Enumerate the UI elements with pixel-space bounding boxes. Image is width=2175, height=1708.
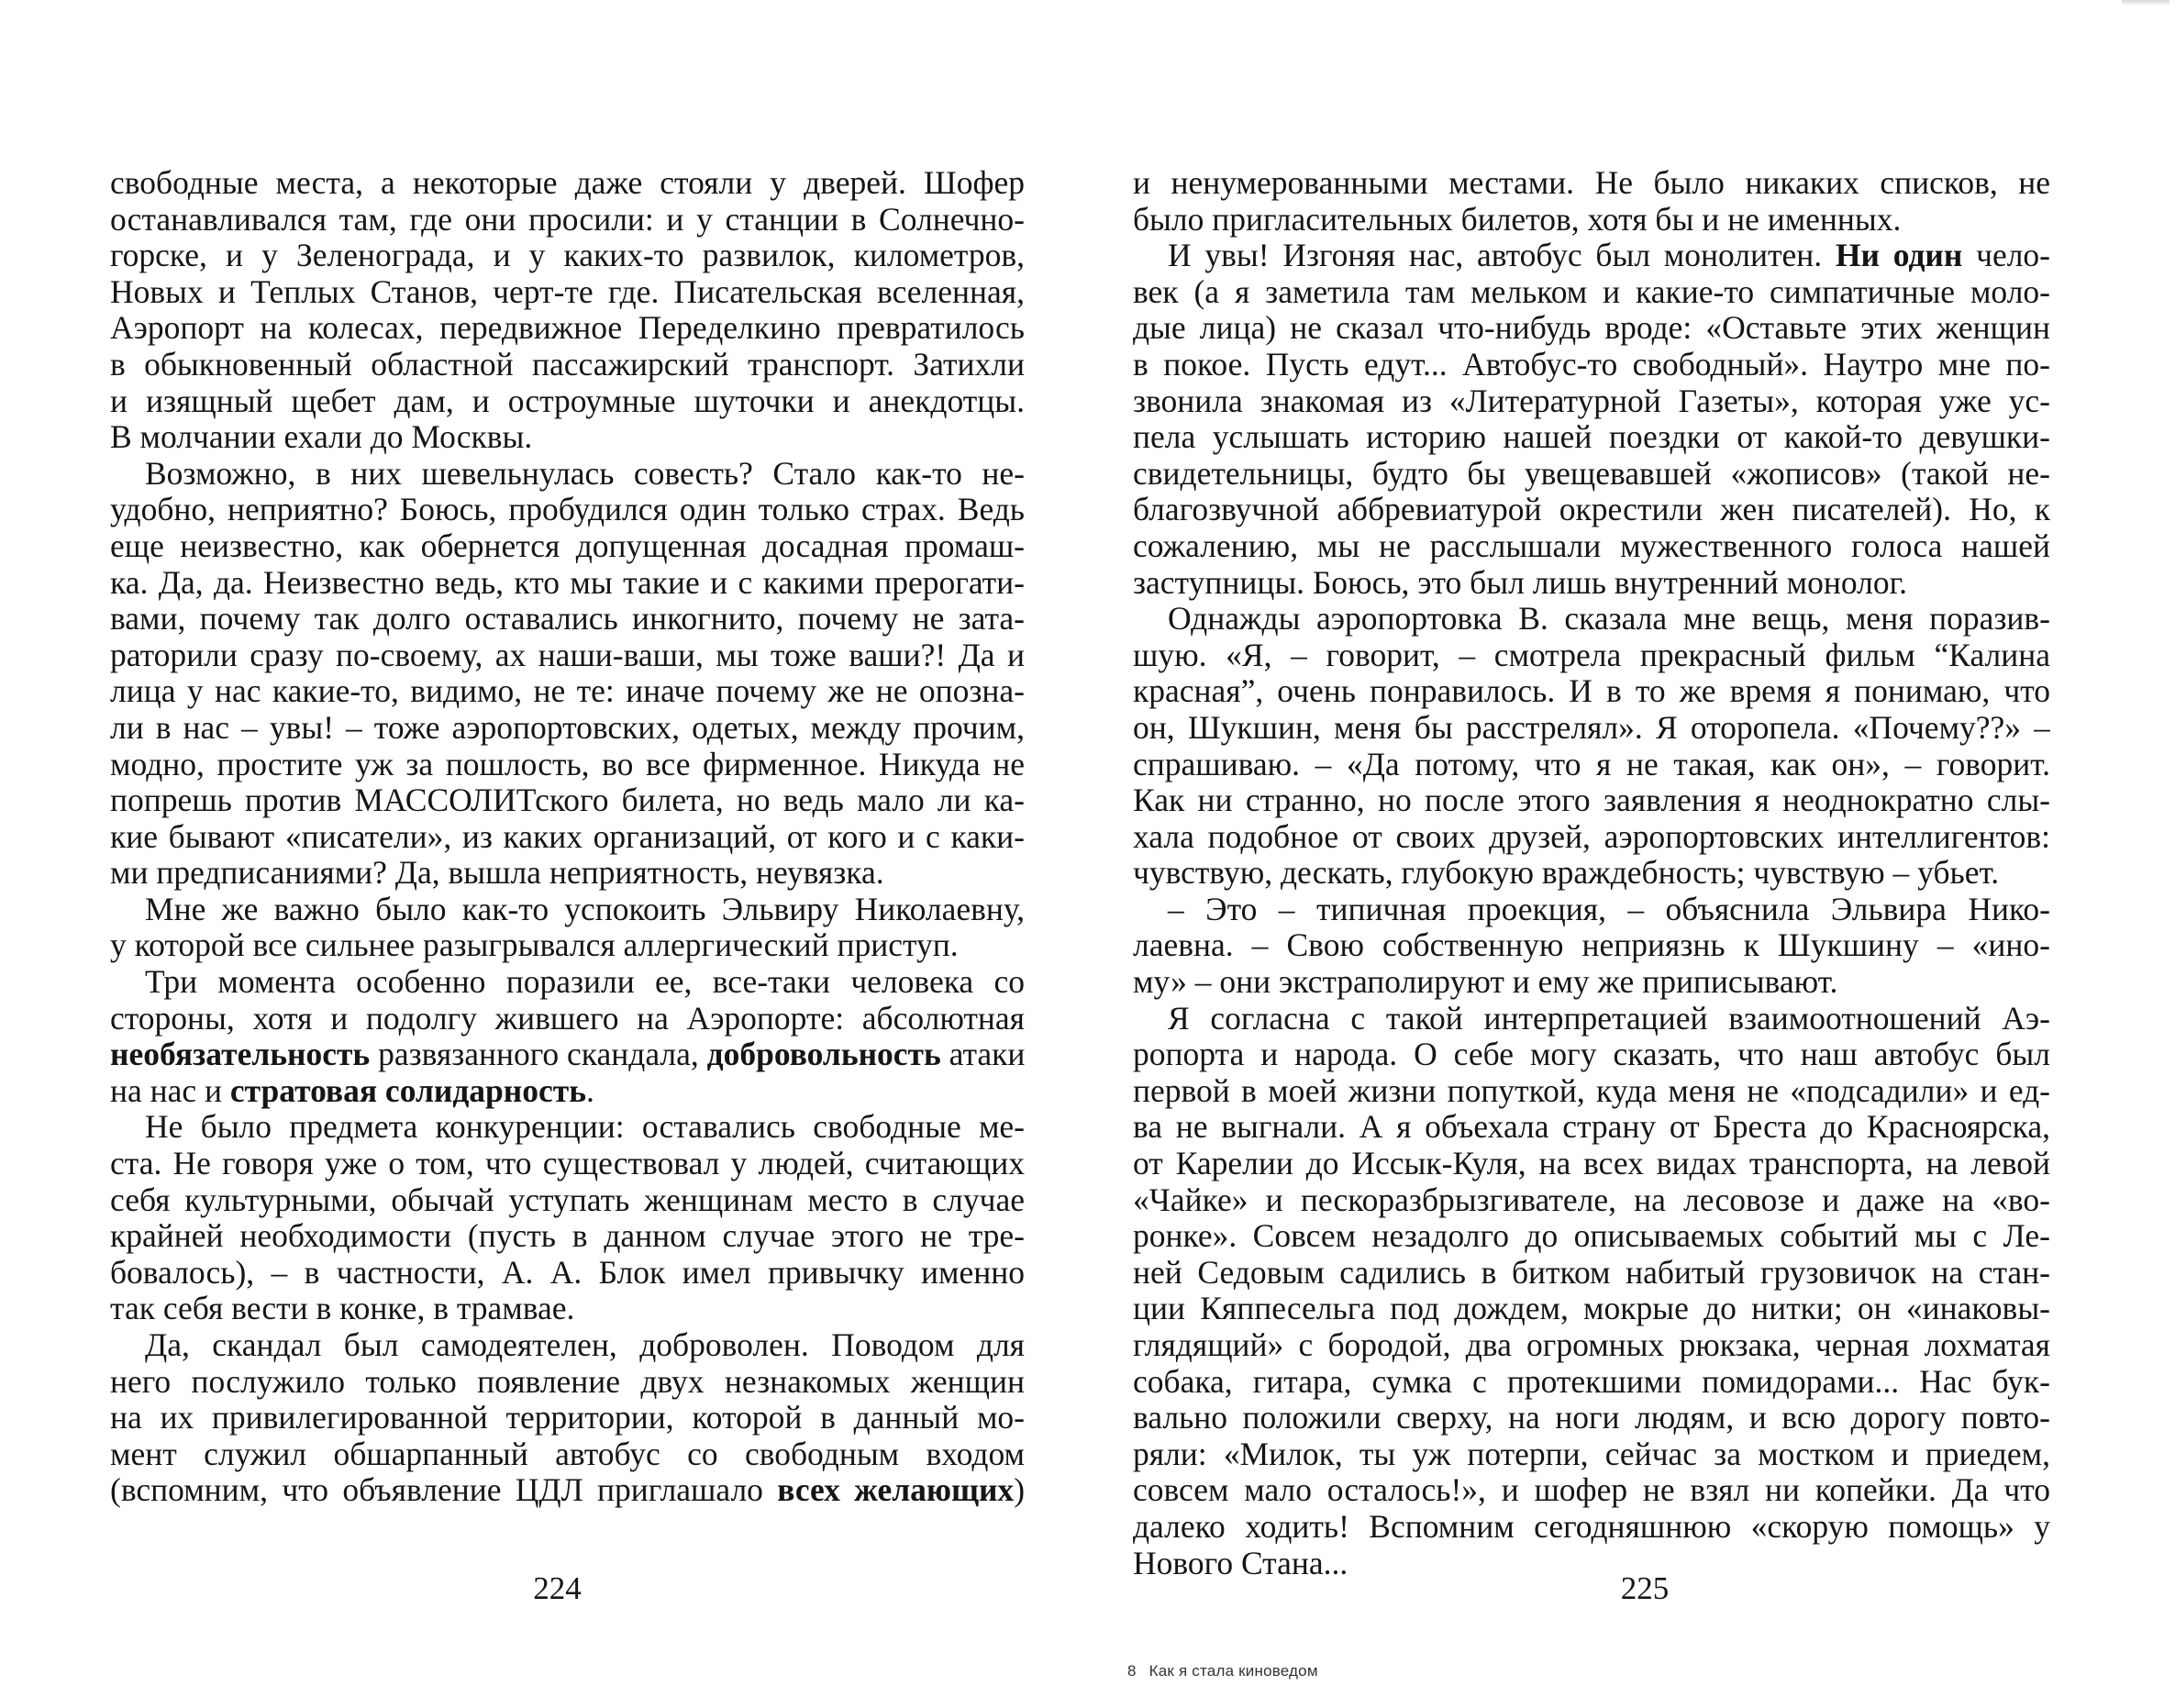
left-page-body	[110, 165, 1025, 1509]
text-line: от Карелии до Иссык-Куля, на всех видах транспорта, на левой	[1133, 1146, 2050, 1182]
bold-emphasis: Ни один	[1835, 238, 1963, 274]
text-line: далеко ходить! Вспомним сегодняшнюю «скорую помощь» у	[1133, 1508, 2050, 1545]
text-line: он, Шукшин, меня бы расстрелял». Я оторопела. «Почему??» –	[1133, 709, 2050, 746]
text-run: .	[585, 1072, 594, 1109]
bold-emphasis: необязательность	[110, 1037, 371, 1073]
text-line: горске, и у Зеленограда, и у каких-то развилок, километров,	[110, 238, 1025, 274]
text-line: вально положили сверху, на ноги людям, и всю дорогу повто-	[1133, 1400, 2050, 1436]
text-line: спрашиваю. – «Да потому, что я не такая, как он», – говорит.	[1133, 746, 2050, 782]
text-line: дые лица) не сказал что-нибудь вроде: «Оставьте этих женщин	[1133, 310, 2050, 347]
text-run: на нас и	[110, 1072, 230, 1109]
text-line	[110, 1037, 1025, 1073]
text-line	[110, 1073, 1025, 1110]
text-line: ней Седовым садились в битком набитый грузовичок на стан-	[1133, 1254, 2050, 1291]
scan-edge-mark	[2122, 0, 2169, 5]
text-line: Аэропорт на колесах, передвижное Переделкино превратилось	[110, 310, 1025, 347]
text-line: бовалось), – в частности, А. А. Блок имел привычку именно	[110, 1254, 1025, 1291]
text-line: век (а я заметила там мельком и какие-то симпатичные моло-	[1133, 273, 2050, 310]
text-line: заступницы. Боюсь, это был лишь внутренний монолог.	[1133, 564, 1908, 601]
text-line: ка. Да, да. Неизвестно ведь, кто мы такие и с какими прерогати-	[110, 564, 1025, 601]
text-line: – Это – типичная проекция, – объяснила Эльвира Нико-	[1168, 891, 2050, 927]
text-line: свидетельницы, будто бы увещевавшей «жописов» (такой не-	[1133, 455, 2050, 492]
text-line: лаевна. – Свою собственную неприязнь к Шукшину – «ино-	[1133, 927, 2050, 964]
bold-emphasis: стратовая солидарность	[229, 1072, 586, 1109]
text-line: на их привилегированной территории, которой в данный мо-	[110, 1400, 1025, 1436]
text-line: ропорта и народа. О себе могу сказать, что наш автобус был	[1133, 1037, 2050, 1073]
text-line: В молчании ехали до Москвы.	[110, 419, 533, 456]
text-line: удобно, неприятно? Боюсь, пробудился один только страх. Ведь	[110, 492, 1025, 528]
text-line: мент служил обшарпанный автобус со свободным входом	[110, 1436, 1025, 1472]
left-page	[0, 0, 1087, 1708]
text-line: ми предписаниями? Да, вышла неприятность, неувязка.	[110, 855, 884, 892]
text-line: совсем мало осталось!», и шофер не взял ни копейки. Да что	[1133, 1472, 2050, 1509]
text-line	[1133, 238, 2050, 274]
text-run: )	[1014, 1472, 1025, 1509]
text-line: Нового Стана...	[1133, 1545, 1348, 1581]
text-line: собака, гитара, сумка с протекшими помидорами... Нас бук-	[1133, 1363, 2050, 1400]
text-line: Новых и Теплых Станов, черт-те где. Писательская вселенная,	[110, 273, 1025, 310]
bold-emphasis: всех желающих	[777, 1472, 1015, 1509]
text-line: модно, простите уж за пошлость, во все фирменное. Никуда не	[110, 746, 1025, 782]
text-line: так себя вести в конке, в трамвае.	[110, 1291, 575, 1327]
text-line: него послужило только появление двух незнакомых женщин	[110, 1363, 1025, 1400]
text-line: останавливался там, где они просили: и у станции в Солнечно-	[110, 201, 1025, 238]
text-line: звонила знакомая из «Литературной Газеты», которая уже ус-	[1133, 383, 2050, 419]
printer-signature-footer	[1127, 1662, 1318, 1680]
text-line: Три момента особенно поразили ее, все-таки человека со	[145, 964, 1025, 1001]
text-line: Возможно, в них шевельнулась совесть? Стало как-то не-	[145, 455, 1025, 492]
text-line: Как ни странно, но после этого заявления я неоднократно слы-	[1133, 782, 2050, 819]
text-line: Однажды аэропортовка В. сказала мне вещь, меня поразив-	[1168, 601, 2050, 638]
text-line: кие бывают «писатели», из каких организаций, от кого и с каки-	[110, 818, 1025, 855]
text-line: Я согласна с такой интерпретацией взаимоотношений Аэ-	[1168, 1000, 2050, 1037]
text-line: и изящный щебет дам, и остроумные шуточки и анекдотцы.	[110, 383, 1025, 419]
text-line: вами, почему так долго оставались инкогнито, почему не зата-	[110, 601, 1025, 638]
bold-emphasis: добровольность	[706, 1037, 941, 1073]
text-line: в покое. Пусть едут... Автобус-то свободный». Наутро мне по-	[1133, 346, 2050, 383]
text-line: ли в нас – увы! – тоже аэропортовских, одетых, между прочим,	[110, 709, 1025, 746]
text-run: развязанного скандала,	[370, 1037, 707, 1073]
text-line: благозвучной аббревиатурой окрестили жен писателей). Но, к	[1133, 492, 2050, 528]
text-line: сожалению, мы не расслышали мужественного голоса нашей	[1133, 527, 2050, 564]
text-run: (вспомним, что объявление ЦДЛ приглашало	[110, 1472, 778, 1509]
page-number-left: 224	[533, 1570, 582, 1606]
text-run: атаки	[940, 1037, 1025, 1073]
right-page	[1087, 0, 2175, 1708]
text-line: ста. Не говоря уже о том, что существовал у людей, считающих	[110, 1146, 1025, 1182]
text-line: шую. «Я, – говорит, – смотрела прекрасный фильм “Калина	[1133, 637, 2050, 673]
text-line: попрешь против МАССОЛИТского билета, но ведь мало ли ка-	[110, 782, 1025, 819]
text-line: красная”, очень понравилось. И в то же время я понимаю, что	[1133, 673, 2050, 710]
text-line: и ненумерованными местами. Не было никаких списков, не	[1133, 165, 2050, 201]
text-line: ва не выгнали. А я объехала страну от Бреста до Красноярска,	[1133, 1109, 2050, 1146]
text-line: Не было предмета конкуренции: оставались свободные ме-	[145, 1109, 1025, 1146]
text-line: лица у нас какие-то, видимо, не те: иначе почему же не опозна-	[110, 673, 1025, 710]
text-line: себя культурными, обычай уступать женщинам место в случае	[110, 1181, 1025, 1218]
text-line: стороны, хотя и подолгу жившего на Аэропорте: абсолютная	[110, 1000, 1025, 1037]
text-line: раторили сразу по-своему, ах наши-ваши, мы тоже ваши?! Да и	[110, 637, 1025, 673]
text-line: «Чайке» и пескоразбрызгивателе, на лесовозе и даже на «во-	[1133, 1181, 2050, 1218]
text-line: ряли: «Милок, ты уж потерпи, сейчас за мостком и приедем,	[1133, 1436, 2050, 1472]
text-line: Мне же важно было как-то успокоить Эльвиру Николаевну,	[145, 891, 1025, 927]
signature-number: 8	[1127, 1662, 1137, 1680]
text-line: первой в моей жизни попуткой, куда меня не «подсадили» и ед-	[1133, 1072, 2050, 1109]
text-line: му» – они экстраполируют и ему же приписывают.	[1133, 964, 1838, 1001]
text-line: чувствую, дескать, глубокую враждебность; чувствую – убьет.	[1133, 855, 2000, 892]
text-line: Да, скандал был самодеятелен, доброволен. Поводом для	[145, 1327, 1025, 1363]
text-line: ронке». Совсем незадолго до описываемых событий мы с Ле-	[1133, 1218, 2050, 1255]
text-line: хала подобное от своих друзей, аэропортовских интеллигентов:	[1133, 818, 2050, 855]
page-number-right: 225	[1620, 1570, 1670, 1606]
text-line: было пригласительных билетов, хотя бы и не именных.	[1133, 201, 1902, 238]
text-line: пела услышать историю нашей поездки от какой-то девушки-	[1133, 419, 2050, 456]
text-run: И увы! Изгоняя нас, автобус был монолитен.	[1168, 238, 1836, 274]
right-page-body	[1133, 165, 2050, 1581]
text-run: чело-	[1962, 238, 2050, 274]
text-line: еще неизвестно, как обернется допущенная досадная промаш-	[110, 527, 1025, 564]
text-line: в обыкновенный областной пассажирский транспорт. Затихли	[110, 346, 1025, 383]
signature-title: Как я стала киноведом	[1149, 1662, 1318, 1680]
text-line: крайней необходимости (пусть в данном случае этого не тре-	[110, 1218, 1025, 1255]
text-line: глядящий» с бородой, два огромных рюкзака, черная лохматая	[1133, 1327, 2050, 1363]
text-line	[110, 1472, 1025, 1509]
text-line: ции Кяппесельга под дождем, мокрые до нитки; он «инаковы-	[1133, 1291, 2050, 1327]
text-line: у которой все сильнее разыгрывался аллергический приступ.	[110, 927, 959, 964]
text-line: свободные места, а некоторые даже стояли у дверей. Шофер	[110, 165, 1025, 201]
